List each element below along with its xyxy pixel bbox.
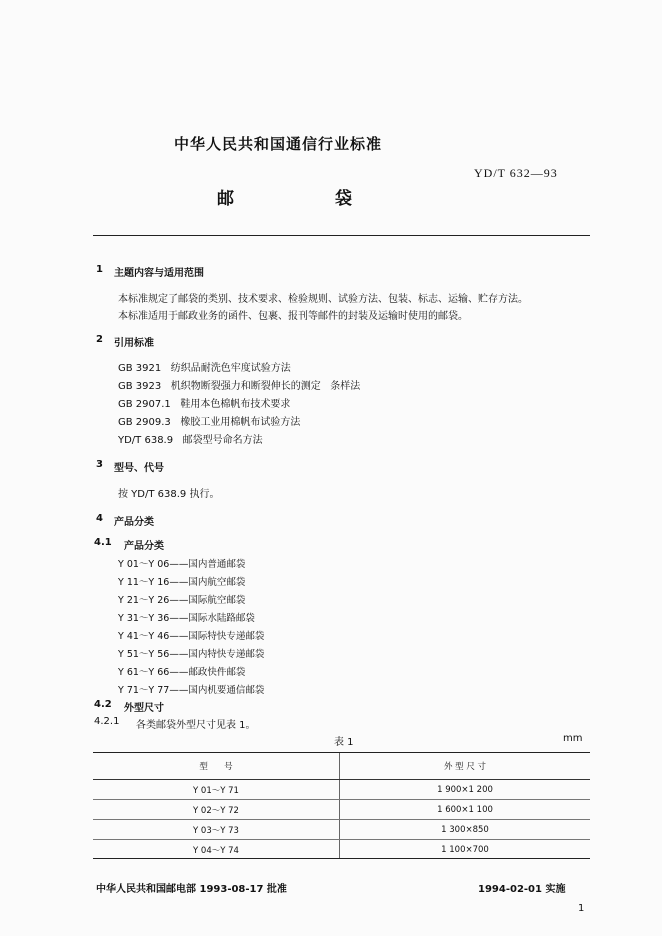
table-row (93, 820, 590, 840)
reference-item: YD/T 638.9 邮袋型号命名方法 (118, 435, 263, 446)
org-title: 中华人民共和国通信行业标准 (174, 135, 383, 153)
section-4-1-heading: 产品分类 (124, 541, 164, 552)
table-header-cell: 外 型 尺 寸 (340, 753, 591, 780)
doc-title-char2: 袋 (335, 189, 352, 209)
section-4-2-heading: 外型尺寸 (124, 703, 164, 714)
table-cell-model: Y 04～Y 74 (93, 840, 340, 860)
section-4-2-1-text: 各类邮袋外型尺寸见表 1。 (136, 720, 256, 731)
table-cell-size: 1 300×850 (340, 820, 591, 840)
section-4-2-1-number: 4.2.1 (94, 716, 120, 727)
category-item: Y 31～Y 36——国际水陆路邮袋 (118, 613, 255, 624)
section-4-number: 4 (96, 513, 103, 524)
section-2-heading: 引用标准 (114, 338, 154, 349)
reference-item: GB 2909.3 橡胶工业用棉帆布试验方法 (118, 417, 301, 428)
reference-item: GB 3921 纺织品耐洗色牢度试验方法 (118, 363, 291, 374)
section-4-2-number: 4.2 (94, 699, 112, 710)
section-1-heading: 主题内容与适用范围 (114, 268, 204, 279)
doc-title-char1: 邮 (217, 189, 234, 209)
section-3-para: 按 YD/T 638.9 执行。 (118, 489, 220, 500)
category-item: Y 71～Y 77——国内机要通信邮袋 (118, 685, 265, 696)
table-cell-size: 1 600×1 100 (340, 800, 591, 820)
table-cell-model: Y 01～Y 71 (93, 780, 340, 800)
page-number: 1 (578, 903, 585, 914)
table-cell-model: Y 02～Y 72 (93, 800, 340, 820)
section-4-heading: 产品分类 (114, 517, 154, 528)
category-item: Y 01～Y 06——国内普通邮袋 (118, 559, 246, 570)
category-item: Y 51～Y 56——国内特快专递邮袋 (118, 649, 265, 660)
size-table (93, 753, 590, 859)
category-item: Y 41～Y 46——国际特快专递邮袋 (118, 631, 265, 642)
approval-line: 中华人民共和国邮电部 1993-08-17 批准 (96, 884, 287, 895)
section-1-para-1: 本标准规定了邮袋的类别、技术要求、检验规则、试验方法、包装、标志、运输、贮存方法。 (118, 294, 528, 305)
table-bottom-rule (93, 858, 590, 859)
table-header-cell: 型 号 (93, 753, 340, 780)
table-cell-model: Y 03～Y 73 (93, 820, 340, 840)
table-cell-size: 1 100×700 (441, 844, 489, 855)
table-unit: mm (563, 733, 583, 744)
category-item: Y 21～Y 26——国际航空邮袋 (118, 595, 246, 606)
section-2-number: 2 (96, 334, 103, 345)
table-caption: 表 1 (334, 737, 354, 748)
effective-date: 1994-02-01 实施 (478, 884, 566, 895)
header-rule (93, 235, 590, 236)
table-header-row (93, 753, 590, 780)
section-1-number: 1 (96, 264, 103, 275)
section-4-1-number: 4.1 (94, 537, 112, 548)
table-cell-size: 1 900×1 200 (340, 780, 591, 800)
category-item: Y 11～Y 16——国内航空邮袋 (118, 577, 246, 588)
table-row (93, 780, 590, 800)
category-item: Y 61～Y 66——邮政快件邮袋 (118, 667, 246, 678)
section-3-heading: 型号、代号 (114, 463, 164, 474)
reference-item: GB 2907.1 鞋用本色棉帆布技术要求 (118, 399, 291, 410)
standard-code: YD/T 632—93 (474, 166, 558, 180)
table-row (93, 840, 590, 860)
reference-item: GB 3923 机织物断裂强力和断裂伸长的测定 条样法 (118, 381, 361, 392)
section-3-number: 3 (96, 459, 103, 470)
section-1-para-2: 本标准适用于邮政业务的函件、包裹、报刊等邮件的封装及运输时使用的邮袋。 (118, 311, 468, 322)
table-row (93, 800, 590, 820)
